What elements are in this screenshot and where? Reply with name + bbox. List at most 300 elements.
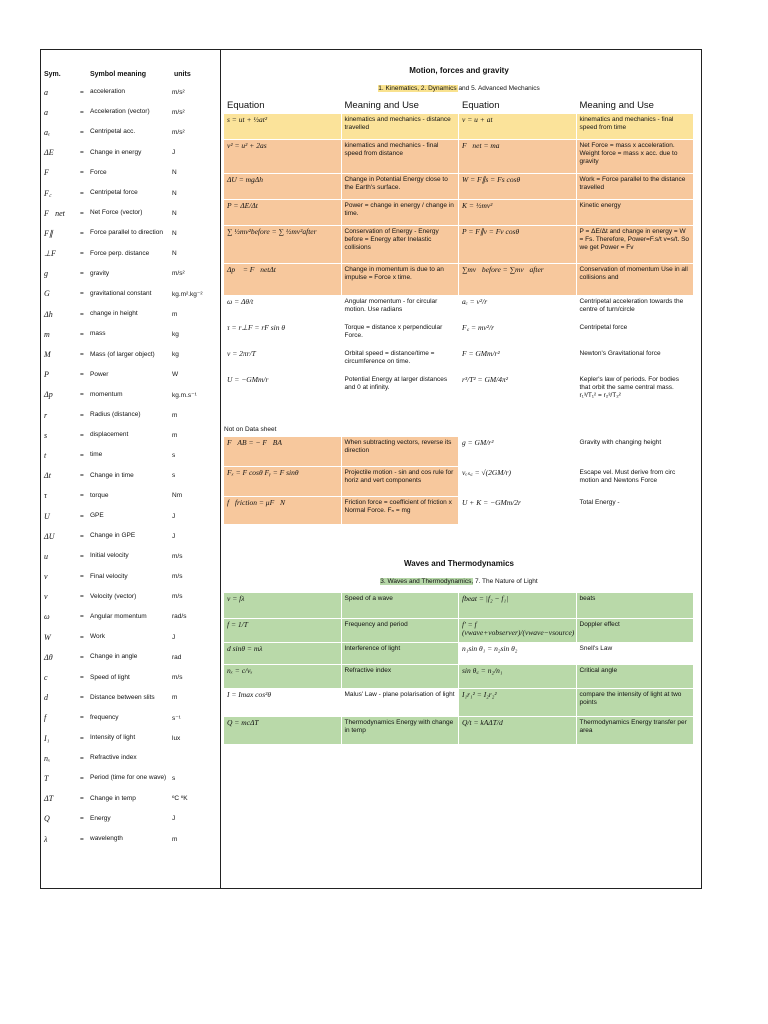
equation-1: Q = mcΔT [224, 717, 342, 745]
equation-2: F⃗net = ma⃗ [459, 140, 577, 174]
meaning-1: Speed of a wave [342, 593, 460, 619]
symbol: M [44, 350, 51, 360]
header-equation-1: Equation [227, 100, 265, 111]
meaning-1: Frequency and period [342, 619, 460, 643]
equals: = [80, 270, 84, 278]
header-meaning-2: Meaning and Use [579, 100, 654, 111]
symbol-row [44, 244, 218, 264]
equals: = [80, 310, 84, 318]
equals: = [80, 754, 84, 762]
symbol-unit: lux [172, 734, 181, 742]
equals: = [80, 633, 84, 641]
symbol-unit: m/s² [172, 108, 185, 116]
meaning-1: Projectile motion - sin and cos rule for horiz and vert components [342, 467, 460, 497]
equation-1: Δp⃗ = F⃗netΔt [224, 264, 342, 296]
meaning-2: beats [577, 593, 695, 619]
symbol-row [44, 567, 218, 587]
meaning-2: Kinetic energy [577, 200, 695, 226]
equation-1: v = 2πr/T [224, 348, 342, 374]
symbol-unit: kg.m.s⁻¹ [172, 391, 197, 399]
symbol-meaning: Change in GPE [90, 532, 136, 540]
meaning-1: When subtracting vectors, reverse its direction [342, 437, 460, 467]
equals: = [80, 774, 84, 782]
header-equation-2: Equation [462, 100, 500, 111]
equals: = [80, 88, 84, 96]
equation-2: v = u + at [459, 114, 577, 140]
equation-1: P = ΔE/Δt [224, 200, 342, 226]
symbol: g [44, 269, 48, 279]
equation-2: fbeat = |f₂ − f₁| [459, 593, 577, 619]
symbol-row [44, 546, 218, 566]
not-on-datasheet-note: Not on Data sheet [224, 426, 277, 433]
meaning-2: P = ΔE/Δt and change in energy = W = Fs. Therefore, Power=F.s/t v=s/t. So we get Power = Fv [577, 226, 695, 264]
symbol-row [44, 365, 218, 385]
equals: = [80, 149, 84, 157]
symbol-unit: m/s [172, 573, 183, 581]
symbol-unit: N [172, 189, 177, 197]
meaning-2: kinematics and mechanics - final speed from time [577, 114, 695, 140]
motion-table [224, 114, 694, 418]
symbol-unit: s [172, 472, 176, 480]
symbol-unit: W [172, 371, 179, 379]
symbol: v⃗ [44, 592, 54, 602]
equation-1: nₓ = c/vₓ [224, 665, 342, 689]
equals: = [80, 391, 84, 399]
symbol-row [44, 526, 218, 546]
equation-1: f = 1/T [224, 619, 342, 643]
symbol-row [44, 647, 218, 667]
equation-2: P = F∥v = Fv cosθ [459, 226, 577, 264]
symbol-unit: N [172, 209, 177, 217]
symbol-meaning: acceleration [90, 88, 126, 96]
header-meaning-1: Meaning and Use [344, 100, 419, 111]
symbol-unit: rad [172, 653, 182, 661]
equation-2: r³/T² = GM/4π² [459, 374, 577, 418]
meaning-1: Change in momentum is due to an impulse = Force x time. [342, 264, 460, 296]
equation-1: s = ut + ½at² [224, 114, 342, 140]
symbol-unit: m [172, 310, 178, 318]
symbol-row [44, 344, 218, 364]
symbol-meaning: Power [90, 370, 109, 378]
symbol: nₓ [44, 753, 51, 763]
meaning-header: Symbol meaning [90, 70, 147, 78]
symbol-row [44, 829, 218, 849]
waves-subtitle-rest: 7. The Nature of Light [473, 578, 538, 585]
symbol-meaning: Work [90, 633, 106, 641]
meaning-1: Power = change in energy / change in time. [342, 200, 460, 226]
symbol-row [44, 122, 218, 142]
motion-title: Motion, forces and gravity [409, 66, 509, 75]
symbol-meaning: Change in temp [90, 794, 136, 802]
symbol-row [44, 445, 218, 465]
symbol-row [44, 708, 218, 728]
symbol: u [44, 551, 48, 561]
equation-2: ∑mv⃗before = ∑mv⃗after [459, 264, 577, 296]
symbol-meaning: Force perp. distance [90, 249, 150, 257]
symbol-unit: N [172, 229, 177, 237]
column-divider [220, 49, 221, 889]
symbol: P [44, 370, 49, 380]
equals: = [80, 229, 84, 237]
meaning-2: Work = Force parallel to the distance travelled [577, 174, 695, 200]
meaning-2: Net Force = mass x acceleration. Weight force = mass x acc. due to gravity [577, 140, 695, 174]
waves-subtitle-highlight: 3. Waves and Thermodynamics, [380, 578, 474, 585]
equation-row [224, 717, 694, 745]
meaning-1: Change in Potential Energy close to the Earth's surface. [342, 174, 460, 200]
symbol: Q [44, 814, 50, 824]
equals: = [80, 108, 84, 116]
equals: = [80, 189, 84, 197]
equals: = [80, 250, 84, 258]
equation-row [224, 322, 694, 348]
equation-1: I = Imax cos²θ [224, 689, 342, 717]
meaning-2: Total Energy - [577, 497, 695, 525]
symbol-row [44, 223, 218, 243]
symbol-unit: m/s [172, 593, 183, 601]
extra-table [224, 437, 694, 525]
equals: = [80, 431, 84, 439]
equation-row [224, 226, 694, 264]
symbol: T [44, 773, 49, 783]
symbol-meaning: Distance between slits [90, 693, 155, 701]
equals: = [80, 573, 84, 581]
equation-2: vₑₛ꜀ = √(2GM/r) [459, 467, 577, 497]
symbol: ΔE [44, 148, 54, 158]
meaning-1: Interference of light [342, 643, 460, 665]
symbol: G [44, 289, 50, 299]
equals: = [80, 694, 84, 702]
motion-subtitle [224, 85, 694, 92]
symbol-unit: m/s [172, 552, 183, 560]
symbol-unit: N [172, 250, 177, 258]
symbol-table [44, 66, 218, 849]
symbol-meaning: Final velocity [90, 572, 128, 580]
symbol: ΔU [44, 531, 55, 541]
symbol-row [44, 607, 218, 627]
symbol-meaning: wavelength [90, 835, 123, 843]
equals: = [80, 795, 84, 803]
equation-1: ΔU = mgΔh [224, 174, 342, 200]
symbol-meaning: Angular momentum [90, 612, 147, 620]
symbol-row [44, 203, 218, 223]
meaning-2: Centripetal acceleration towards the centre of turn/circle [577, 296, 695, 322]
meaning-2: Centripetal force [577, 322, 695, 348]
meaning-2: Kepler's law of periods. For bodies that orbit the same central mass. r₁³/T₁² = r₂³/T₂² [577, 374, 695, 418]
symbol-unit: J [172, 633, 176, 641]
symbol-unit: kg [172, 330, 179, 338]
symbol-unit: Nm [172, 492, 183, 500]
symbol-meaning: Centripetal acc. [90, 128, 136, 136]
equals: = [80, 815, 84, 823]
equation-row [224, 200, 694, 226]
equation-row [224, 643, 694, 665]
equals: = [80, 472, 84, 480]
equals: = [80, 411, 84, 419]
equation-2: g = GM/r² [459, 437, 577, 467]
symbol-unit: m [172, 431, 178, 439]
symbol: v [44, 572, 48, 582]
symbol: λ [44, 834, 48, 844]
symbol: W [44, 632, 51, 642]
symbol-row [44, 324, 218, 344]
symbol-row [44, 748, 218, 768]
equals: = [80, 613, 84, 621]
symbol-unit: m [172, 694, 178, 702]
symbol-unit: ºC ºK [172, 795, 188, 803]
equation-row [224, 437, 694, 467]
equation-2: I₁r₁² = I₂r₂² [459, 689, 577, 717]
equals: = [80, 835, 84, 843]
symbol-meaning: Acceleration (vector) [90, 108, 150, 116]
symbol-row [44, 425, 218, 445]
symbol-meaning: momentum [90, 390, 123, 398]
meaning-1: Torque = distance x perpendicular Force. [342, 322, 460, 348]
symbol-meaning: Refractive index [90, 754, 137, 762]
equation-row [224, 467, 694, 497]
meaning-1: kinematics and mechanics - distance travelled [342, 114, 460, 140]
symbol-row [44, 163, 218, 183]
symbol-unit: kg.m².kg⁻² [172, 290, 203, 298]
symbol: s [44, 430, 48, 440]
symbol: F [44, 168, 49, 178]
symbol-meaning: displacement [90, 431, 129, 439]
equals: = [80, 451, 84, 459]
symbol-meaning: Speed of light [90, 673, 130, 681]
symbol: F꜀ [44, 188, 52, 198]
equation-2: aₑ = v²/r [459, 296, 577, 322]
equation-1: ω = Δθ/t [224, 296, 342, 322]
symbol-unit: m/s [172, 674, 183, 682]
symbol: a [44, 87, 48, 97]
equation-2: f′ = f (vwave+vobserver)/(vwave−vsource) [459, 619, 577, 643]
symbol-meaning: Force parallel to direction [90, 229, 163, 237]
symbol-unit: m/s² [172, 88, 185, 96]
equals: = [80, 512, 84, 520]
equals: = [80, 674, 84, 682]
symbol-unit: J [172, 512, 176, 520]
symbol: F∥ [44, 228, 53, 238]
equation-1: τ = r⊥F = rF sin θ [224, 322, 342, 348]
meaning-1: Conservation of Energy - Energy before = Energy after Inelastic collisions [342, 226, 460, 264]
symbol-row [44, 405, 218, 425]
symbol-table-header [44, 66, 218, 82]
equation-row [224, 593, 694, 619]
equation-row [224, 264, 694, 296]
meaning-1: Friction force = coefficient of friction x Normal Force. Fₙ = mg [342, 497, 460, 525]
equation-2: F꜀ = mv²/r [459, 322, 577, 348]
symbol: ΔT [44, 794, 54, 804]
units-header: units [174, 70, 191, 78]
equation-row [224, 174, 694, 200]
equals: = [80, 714, 84, 722]
symbol: f [44, 713, 47, 723]
symbol: F⃗net [44, 208, 65, 218]
meaning-2: Snell's Law [577, 643, 695, 665]
symbol-unit: rad/s [172, 613, 187, 621]
equation-1: d sinθ = mλ [224, 643, 342, 665]
meaning-2: Gravity with changing height [577, 437, 695, 467]
symbol-row [44, 284, 218, 304]
equation-1: f⃗friction = μF⃗N [224, 497, 342, 525]
symbol: r [44, 410, 48, 420]
symbol-row [44, 385, 218, 405]
symbol-unit: s [172, 451, 176, 459]
equation-row [224, 689, 694, 717]
meaning-1: Potential Energy at larger distances and 0 at infinity. [342, 374, 460, 418]
equation-1: U = −GMm/r [224, 374, 342, 418]
symbol-row [44, 102, 218, 122]
equation-row [224, 374, 694, 418]
meaning-2: Thermodynamics Energy transfer per area [577, 717, 695, 745]
symbol-meaning: Energy [90, 814, 111, 822]
symbol-row [44, 627, 218, 647]
equation-2: K = ½mv² [459, 200, 577, 226]
symbol-meaning: Change in angle [90, 653, 138, 661]
meaning-2: Critical angle [577, 665, 695, 689]
equation-row [224, 296, 694, 322]
symbol-row [44, 143, 218, 163]
symbol: aₑ [44, 127, 51, 137]
symbol-row [44, 82, 218, 102]
equation-row [224, 619, 694, 643]
equation-2: Q/t = kAΔT/d [459, 717, 577, 745]
equals: = [80, 209, 84, 217]
equation-2: sin θ꜀ = n₂/n₁ [459, 665, 577, 689]
equation-1: v = fλ [224, 593, 342, 619]
symbol-row [44, 183, 218, 203]
equation-2: W = F∥s = Fs cosθ [459, 174, 577, 200]
symbol-meaning: GPE [90, 512, 104, 520]
symbol-unit: J [172, 815, 176, 823]
symbol-meaning: Change in time [90, 471, 134, 479]
equation-2: n₁sin θ₁ = n₂sin θ₂ [459, 643, 577, 665]
meaning-2: compare the intensity of light at two points [577, 689, 695, 717]
symbol-meaning: Change in energy [90, 148, 142, 156]
symbol-unit: s⁻¹ [172, 714, 181, 722]
equation-1: v² = u² + 2as [224, 140, 342, 174]
equals: = [80, 351, 84, 359]
symbol-meaning: Radius (distance) [90, 411, 141, 419]
symbol-row [44, 809, 218, 829]
symbol-row [44, 667, 218, 687]
symbol-meaning: time [90, 451, 103, 459]
meaning-1: Angular momentum - for circular motion. Use radians [342, 296, 460, 322]
symbol: Δt [44, 471, 51, 481]
meaning-2: Doppler effect [577, 619, 695, 643]
meaning-1: kinematics and mechanics - final speed from distance [342, 140, 460, 174]
symbol: I₁ [44, 733, 50, 743]
equation-row [224, 114, 694, 140]
symbol-meaning: Velocity (vector) [90, 592, 137, 600]
equals: = [80, 593, 84, 601]
symbol: Δθ [44, 652, 53, 662]
symbol-meaning: Centripetal force [90, 189, 138, 197]
symbol: ⊥F [44, 249, 56, 259]
symbol-row [44, 688, 218, 708]
symbol-unit: J [172, 532, 176, 540]
symbol-meaning: frequency [90, 713, 119, 721]
symbol: ω [44, 612, 50, 622]
equals: = [80, 532, 84, 540]
symbol-row [44, 789, 218, 809]
symbol-meaning: Force [90, 168, 107, 176]
symbol: t [44, 450, 47, 460]
equation-1: F⃗AB = − F⃗BA [224, 437, 342, 467]
symbol-unit: m [172, 411, 178, 419]
symbol-unit: m [172, 835, 178, 843]
meaning-1: Thermodynamics Energy with change in temp [342, 717, 460, 745]
symbol-meaning: torque [90, 491, 109, 499]
symbol: Δp⃗ [44, 390, 59, 400]
symbol-row [44, 728, 218, 748]
symbol: c [44, 673, 48, 683]
symbol-meaning: mass [90, 330, 106, 338]
meaning-2: Escape vel. Must derive from circ motion and Newtons Force [577, 467, 695, 497]
equals: = [80, 734, 84, 742]
symbol: τ [44, 491, 47, 501]
symbol-meaning: Net Force (vector) [90, 209, 143, 217]
symbol-meaning: Initial velocity [90, 552, 129, 560]
waves-title: Waves and Thermodynamics [404, 559, 514, 568]
symbol-row [44, 466, 218, 486]
symbol-row [44, 506, 218, 526]
waves-subtitle [224, 578, 694, 585]
symbol: a⃗ [44, 107, 55, 117]
symbol-meaning: gravitational constant [90, 289, 152, 297]
equation-2: F = GMm/r² [459, 348, 577, 374]
equation-row [224, 665, 694, 689]
symbol-unit: N [172, 169, 177, 177]
equals: = [80, 169, 84, 177]
symbol-row [44, 264, 218, 284]
symbol-rows [44, 82, 218, 849]
equals: = [80, 290, 84, 298]
waves-table [224, 593, 694, 745]
sym-header: Sym. [44, 70, 61, 78]
symbol-row [44, 486, 218, 506]
meaning-1: Malus' Law - plane polarisation of light [342, 689, 460, 717]
equation-1: Fₓ = F cosθ Fᵧ = F sinθ [224, 467, 342, 497]
equals: = [80, 330, 84, 338]
equation-1: ∑ ½mv²before = ∑ ½mv²after [224, 226, 342, 264]
symbol-unit: m/s² [172, 270, 185, 278]
equals: = [80, 492, 84, 500]
symbol-meaning: gravity [90, 269, 110, 277]
meaning-2: Conservation of momentum Use in all collisions and [577, 264, 695, 296]
symbol-unit: J [172, 149, 176, 157]
equation-row [224, 497, 694, 525]
motion-subtitle-rest: and 5. Advanced Mechanics [458, 85, 540, 92]
symbol-unit: kg [172, 351, 179, 359]
equals: = [80, 552, 84, 560]
symbol: U [44, 511, 50, 521]
meaning-2: Newton's Gravitational force [577, 348, 695, 374]
symbol-meaning: Mass (of larger object) [90, 350, 155, 358]
equation-2: U + K = −GMm/2r [459, 497, 577, 525]
equals: = [80, 653, 84, 661]
symbol: m [44, 329, 50, 339]
symbol-unit: m/s² [172, 128, 185, 136]
equals: = [80, 128, 84, 136]
equation-row [224, 140, 694, 174]
symbol-meaning: change in height [90, 310, 138, 318]
symbol-unit: s [172, 774, 176, 782]
symbol-meaning: Intensity of light [90, 734, 136, 742]
symbol-row [44, 304, 218, 324]
meaning-1: Orbital speed = distance/time = circumference on time. [342, 348, 460, 374]
symbol: Δh [44, 309, 53, 319]
symbol-row [44, 768, 218, 788]
